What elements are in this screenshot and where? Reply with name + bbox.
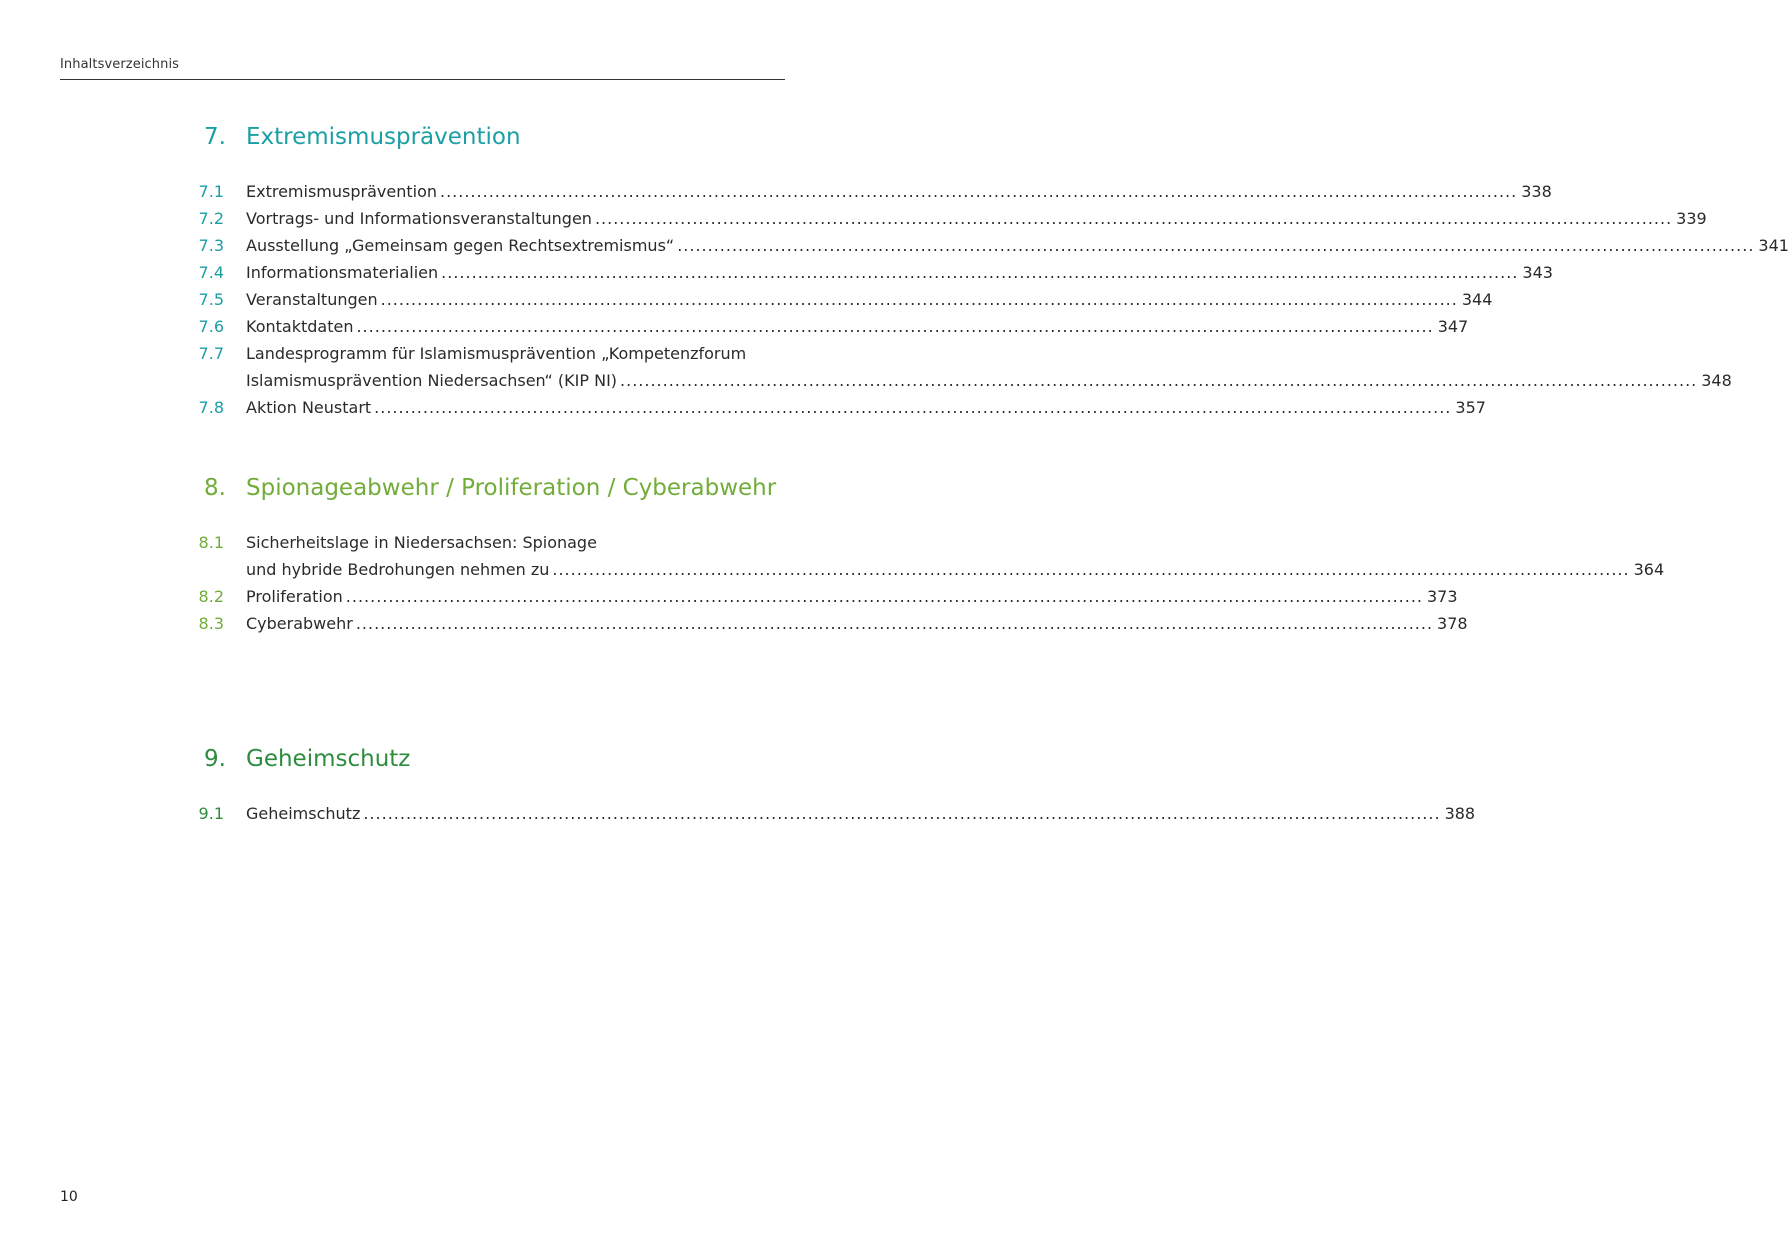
section-title: Extremismusprävention — [246, 124, 521, 150]
entry-page: 378 — [1437, 614, 1468, 633]
entry-title: Vortrags- und Informationsveranstaltungen — [246, 209, 592, 228]
section-heading[interactable] — [180, 122, 785, 152]
toc-section-7 — [180, 122, 1789, 421]
header-rule — [60, 79, 785, 80]
entry-page: 364 — [1633, 560, 1665, 579]
entry-page: 347 — [1437, 317, 1469, 336]
section-heading[interactable] — [180, 473, 785, 503]
entry-number: 9.1 — [198, 804, 224, 823]
section-number: 7. — [204, 124, 226, 150]
toc-section-9 — [180, 744, 1476, 827]
entry-number: 8.2 — [198, 587, 224, 606]
entry-page: 344 — [1461, 290, 1493, 309]
dot-leader — [356, 313, 1433, 340]
toc-entry[interactable] — [180, 205, 1707, 232]
section-number: 9. — [204, 746, 226, 772]
toc-entry[interactable] — [180, 313, 1469, 340]
entry-page: 348 — [1701, 371, 1732, 390]
entry-title: Proliferation — [246, 587, 343, 606]
dot-leader — [552, 556, 1629, 583]
dot-leader — [374, 394, 1451, 421]
entry-title: Veranstaltungen — [246, 290, 378, 309]
entry-number: 7.8 — [198, 398, 224, 417]
dot-leader — [441, 259, 1518, 286]
toc-entry[interactable] — [180, 340, 1732, 394]
section-heading[interactable] — [180, 744, 785, 774]
entry-title-line: und hybride Bedrohungen nehmen zu — [246, 560, 550, 579]
toc-section-8 — [180, 473, 1665, 637]
entry-title: Extremismusprävention — [246, 182, 437, 201]
entry-number: 7.7 — [198, 344, 224, 363]
dot-leader — [363, 800, 1440, 827]
toc-entry[interactable] — [180, 610, 1468, 637]
entry-number: 7.3 — [198, 236, 224, 255]
entry-number: 7.1 — [198, 182, 224, 201]
entry-page: 341 — [1758, 236, 1789, 255]
entry-title-line: Sicherheitslage in Niedersachsen: Spionage — [246, 533, 597, 552]
dot-leader — [677, 232, 1754, 259]
dot-leader — [595, 205, 1672, 232]
entry-page: 373 — [1427, 587, 1458, 606]
entry-number: 7.6 — [198, 317, 224, 336]
entry-page: 339 — [1676, 209, 1707, 228]
toc-entry[interactable] — [180, 583, 1458, 610]
toc-entry[interactable] — [180, 529, 1665, 583]
dot-leader — [440, 178, 1517, 205]
section-title: Spionageabwehr / Proliferation / Cyberabwehr — [246, 475, 777, 501]
section-title: Geheimschutz — [246, 746, 411, 772]
page-number: 10 — [60, 1189, 78, 1205]
entry-page: 343 — [1522, 263, 1553, 282]
entry-number: 7.4 — [198, 263, 224, 282]
toc-entry[interactable] — [180, 800, 1476, 827]
running-head-title: Inhaltsverzeichnis — [60, 57, 180, 72]
toc-entry[interactable] — [180, 232, 1789, 259]
toc-entry[interactable] — [180, 178, 1552, 205]
entry-page: 338 — [1521, 182, 1552, 201]
entry-number: 7.5 — [198, 290, 224, 309]
entry-title: Kontaktdaten — [246, 317, 354, 336]
dot-leader — [620, 367, 1697, 394]
dot-leader — [356, 610, 1433, 637]
toc-entry[interactable] — [180, 259, 1553, 286]
entry-number: 8.1 — [198, 533, 224, 552]
section-number: 8. — [204, 475, 226, 501]
entry-title: Ausstellung „Gemeinsam gegen Rechtsextremismus“ — [246, 236, 675, 255]
entry-page: 357 — [1455, 398, 1486, 417]
toc-entry[interactable] — [180, 286, 1493, 313]
entry-number: 8.3 — [198, 614, 224, 633]
entry-title: Informationsmaterialien — [246, 263, 439, 282]
entry-number: 7.2 — [198, 209, 224, 228]
entry-title: Geheimschutz — [246, 804, 361, 823]
entry-page: 388 — [1444, 804, 1476, 823]
toc-entry[interactable] — [180, 394, 1486, 421]
entry-title: Aktion Neustart — [246, 398, 372, 417]
dot-leader — [346, 583, 1423, 610]
entry-title: Cyberabwehr — [246, 614, 353, 633]
entry-title-line: Islamismusprävention Niedersachsen“ (KIP NI) — [246, 371, 618, 390]
entry-title-line: Landesprogramm für Islamismusprävention „Kompetenzforum — [246, 344, 747, 363]
dot-leader — [381, 286, 1458, 313]
